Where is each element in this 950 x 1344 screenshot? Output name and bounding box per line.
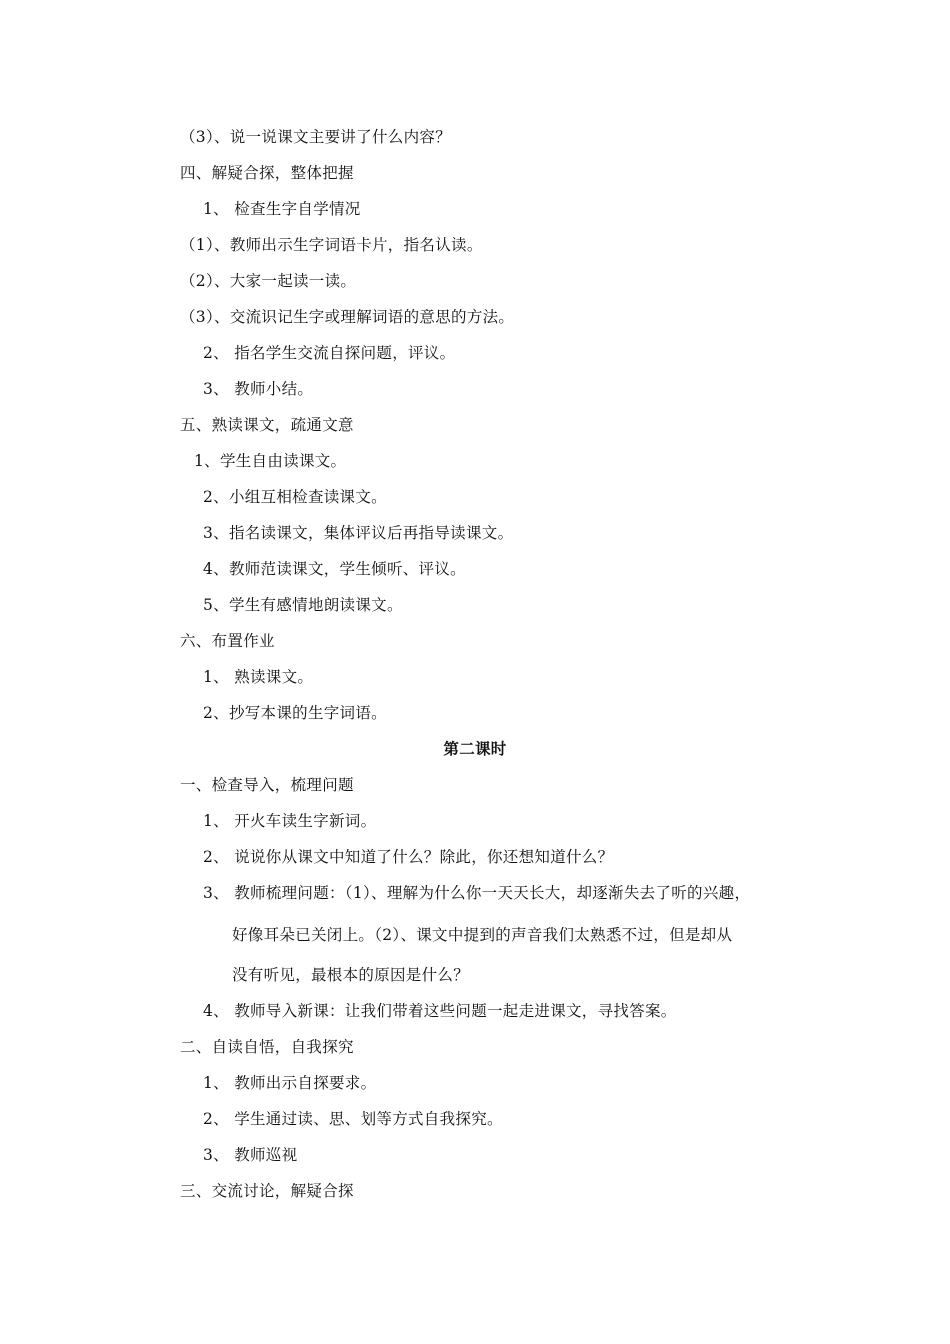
list-item: （1）、教师出示生字词语卡片，指名认读。 [180, 236, 483, 254]
list-item: 3、 教师小结。 [203, 380, 314, 398]
list-item: 3、指名读课文，集体评议后再指导读课文。 [203, 524, 514, 542]
section-title: 第二课时 [443, 740, 507, 758]
list-item: 1、学生自由读课文。 [194, 452, 347, 470]
section-heading: 四、解疑合探，整体把握 [180, 164, 354, 182]
list-item: 4、教师范读课文，学生倾听、评议。 [203, 560, 466, 578]
list-item: （2）、大家一起读一读。 [180, 272, 357, 290]
list-item: 1、 教师出示自探要求。 [203, 1074, 377, 1092]
list-item: 2、 学生通过读、思、划等方式自我探究。 [203, 1110, 503, 1128]
text-line: （3）、说一说课文主要讲了什么内容？ [180, 128, 452, 146]
list-item: 1、 熟读课文。 [203, 668, 314, 686]
section-heading: 三、交流讨论，解疑合探 [180, 1182, 354, 1200]
list-item: 2、 指名学生交流自探问题，评议。 [203, 344, 456, 362]
list-item: 3、 教师梳理问题：（1）、理解为什么你一天天长大，却逐渐失去了听的兴趣， [203, 884, 751, 902]
section-heading: 六、布置作业 [180, 632, 275, 650]
list-item: 2、小组互相检查读课文。 [203, 488, 387, 506]
section-heading: 一、检查导入，梳理问题 [180, 776, 354, 794]
section-heading: 二、自读自悟，自我探究 [180, 1038, 354, 1056]
list-item: 3、 教师巡视 [203, 1146, 298, 1164]
list-item: 2、抄写本课的生字词语。 [203, 704, 387, 722]
list-item: 4、 教师导入新课：让我们带着这些问题一起走进课文，寻找答案。 [203, 1002, 677, 1020]
section-heading: 五、熟读课文，疏通文意 [180, 416, 354, 434]
list-item: 5、学生有感情地朗读课文。 [203, 596, 403, 614]
list-item-continuation: 好像耳朵已关闭上。（2）、课文中提到的声音我们太熟悉不过，但是却从 [232, 926, 733, 944]
list-item: （3）、交流识记生字或理解词语的意思的方法。 [180, 308, 515, 326]
list-item: 1、 检查生字自学情况 [203, 200, 361, 218]
list-item: 1、 开火车读生字新词。 [203, 812, 377, 830]
list-item-continuation: 没有听见，最根本的原因是什么？ [232, 966, 470, 984]
list-item: 2、 说说你从课文中知道了什么？除此，你还想知道什么？ [203, 848, 614, 866]
